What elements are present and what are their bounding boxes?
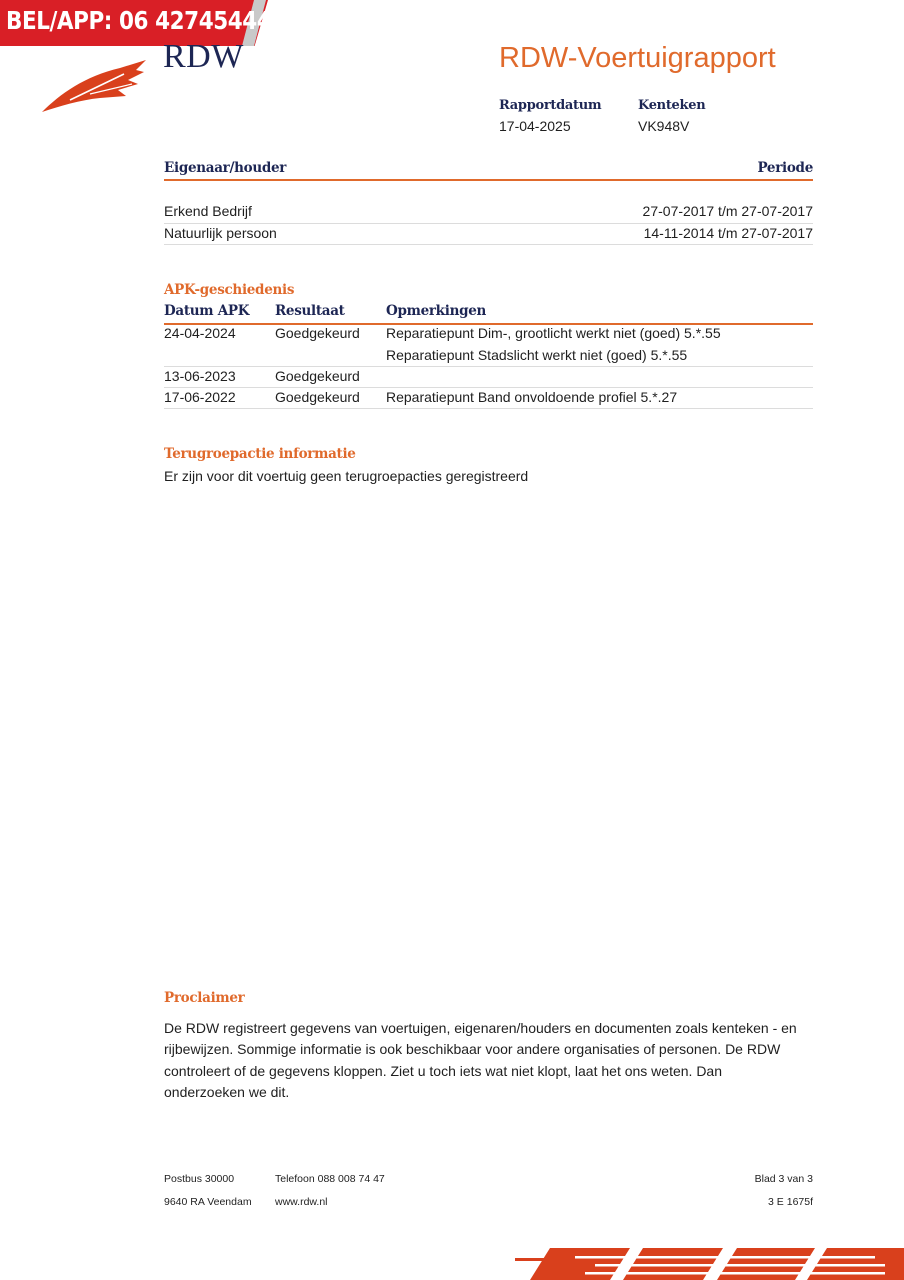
apk-row-2-date: 13-06-2023 [164, 368, 236, 384]
apk-row-3-remark-1: Reparatiepunt Band onvoldoende profiel 5.*.27 [386, 389, 678, 405]
report-date-value: 17-04-2025 [499, 118, 571, 134]
row-divider [164, 366, 813, 367]
owner-row-2-owner: Natuurlijk persoon [164, 225, 277, 241]
row-divider [164, 244, 813, 245]
footer-postbus: Postbus 30000 [164, 1173, 235, 1185]
row-divider [164, 387, 813, 388]
recall-title: Terugroepactie informatie [164, 446, 356, 462]
rdw-feather-logo-icon [40, 54, 150, 114]
owners-col-period: Periode [757, 160, 813, 176]
rdw-logo-text: RDW [163, 38, 244, 75]
owner-row-1-owner: Erkend Bedrijf [164, 203, 252, 219]
footer-document-code: 3 E 1675f [768, 1196, 813, 1208]
footer-city: 9640 RA Veendam [164, 1196, 252, 1208]
apk-row-1-result: Goedgekeurd [275, 325, 360, 341]
apk-row-3-date: 17-06-2022 [164, 389, 236, 405]
footer-phone: Telefoon 088 008 74 47 [275, 1173, 385, 1185]
apk-row-1-date: 24-04-2024 [164, 325, 236, 341]
footer-website-link[interactable]: www.rdw.nl [275, 1196, 328, 1208]
apk-row-3-result: Goedgekeurd [275, 389, 360, 405]
report-title: RDW-Voertuigrapport [499, 42, 776, 74]
apk-col-remarks: Opmerkingen [386, 303, 487, 319]
apk-col-result: Resultaat [275, 303, 345, 319]
footer-page-number: Blad 3 van 3 [754, 1173, 813, 1185]
plate-value: VK948V [638, 118, 690, 134]
disclaimer-title: Proclaimer [164, 990, 245, 1006]
report-date-label: Rapportdatum [499, 98, 602, 113]
banner-text: BEL/APP: 06 42745444 [6, 6, 272, 35]
owner-row-2-period: 14-11-2014 t/m 27-07-2017 [643, 225, 813, 241]
apk-row-1-remark-1: Reparatiepunt Dim-, grootlicht werkt niet (goed) 5.*.55 [386, 325, 721, 341]
row-divider [164, 408, 813, 409]
owners-col-owner: Eigenaar/houder [164, 160, 287, 176]
plate-label: Kenteken [638, 98, 706, 113]
owner-row-1-period: 27-07-2017 t/m 27-07-2017 [642, 203, 813, 219]
apk-col-date: Datum APK [164, 303, 250, 319]
decorative-stripes-icon [515, 1244, 904, 1280]
row-divider [164, 223, 813, 224]
apk-row-1-remark-2: Reparatiepunt Stadslicht werkt niet (goed) 5.*.55 [386, 347, 688, 363]
disclaimer-text: De RDW registreert gegevens van voertuigen, eigenaren/houders en documenten zoals kenteken - en rijbewijzen. Sommige informatie is ook beschikbaar voor andere organisaties of personen. De RDW controleert of de gegevens kloppen. Ziet u toch iets wat niet klopt, laat het ons weten. Dan onderzoeken we dit. [164, 1020, 797, 1101]
apk-title: APK-geschiedenis [164, 282, 295, 298]
recall-text: Er zijn voor dit voertuig geen terugroepacties geregistreerd [164, 468, 529, 484]
apk-row-2-result: Goedgekeurd [275, 368, 360, 384]
owners-header-rule [164, 179, 813, 181]
